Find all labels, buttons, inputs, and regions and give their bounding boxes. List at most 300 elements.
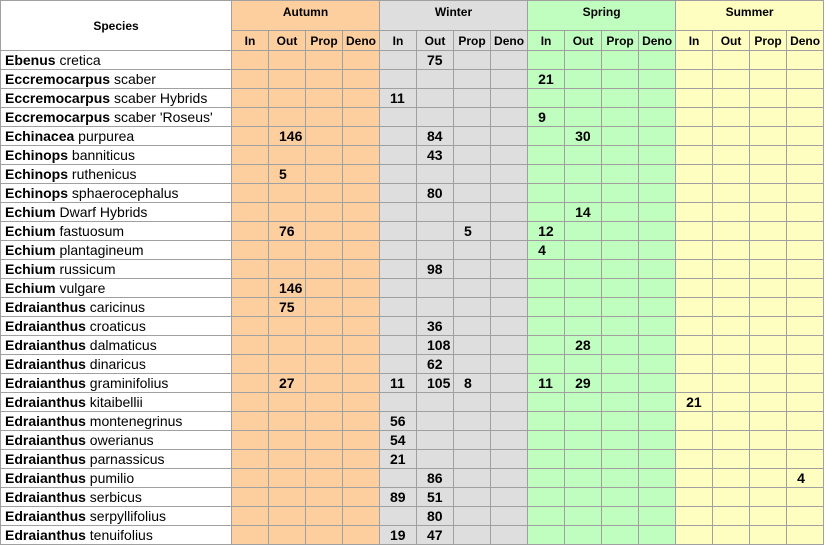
count-cell-winter-in xyxy=(380,184,417,203)
count-cell-summer-out xyxy=(713,488,750,507)
count-cell-summer-deno xyxy=(787,374,824,393)
count-cell-autumn-out xyxy=(269,488,306,507)
count-cell-winter-deno xyxy=(491,450,528,469)
count-cell-winter-in xyxy=(380,260,417,279)
count-cell-autumn-prop xyxy=(306,260,343,279)
count-cell-winter-deno xyxy=(491,127,528,146)
count-cell-autumn-deno xyxy=(343,450,380,469)
species-epithet: dinaricus xyxy=(85,356,146,372)
count-cell-summer-out xyxy=(713,260,750,279)
count-cell-spring-deno xyxy=(639,317,676,336)
count-cell-autumn-deno xyxy=(343,298,380,317)
count-cell-winter-prop xyxy=(454,393,491,412)
count-cell-summer-in xyxy=(676,222,713,241)
species-name-cell xyxy=(1,127,232,146)
count-cell-summer-deno xyxy=(787,146,824,165)
count-cell-spring-deno xyxy=(639,184,676,203)
count-cell-spring-deno xyxy=(639,51,676,70)
count-cell-summer-deno xyxy=(787,165,824,184)
count-cell-autumn-deno xyxy=(343,146,380,165)
count-cell-spring-deno xyxy=(639,374,676,393)
count-cell-winter-out: 84 xyxy=(417,127,454,146)
count-cell-autumn-in xyxy=(232,146,269,165)
count-cell-summer-out xyxy=(713,450,750,469)
count-cell-summer-in: 21 xyxy=(676,393,713,412)
genus-name: Edraianthus xyxy=(5,432,86,448)
count-cell-autumn-in xyxy=(232,89,269,108)
count-cell-summer-deno xyxy=(787,317,824,336)
count-cell-winter-prop xyxy=(454,488,491,507)
subheader-spring-deno: Deno xyxy=(639,31,676,51)
count-cell-summer-in xyxy=(676,108,713,127)
season-header-autumn: Autumn xyxy=(232,1,380,31)
count-cell-winter-deno xyxy=(491,488,528,507)
table-row xyxy=(1,184,824,203)
species-epithet: fastuosum xyxy=(55,223,125,239)
species-epithet: tenuifolius xyxy=(85,527,153,543)
species-name-cell xyxy=(1,507,232,526)
count-cell-winter-out xyxy=(417,165,454,184)
genus-name: Eccremocarpus xyxy=(5,109,111,125)
count-cell-winter-out: 62 xyxy=(417,355,454,374)
genus-name: Eccremocarpus xyxy=(5,71,111,87)
count-cell-autumn-deno xyxy=(343,393,380,412)
count-cell-spring-in xyxy=(528,317,565,336)
count-cell-winter-in xyxy=(380,317,417,336)
count-cell-spring-in xyxy=(528,51,565,70)
table-row xyxy=(1,70,824,89)
genus-name: Edraianthus xyxy=(5,318,86,334)
count-cell-spring-in: 12 xyxy=(528,222,565,241)
count-cell-winter-deno xyxy=(491,507,528,526)
count-cell-winter-in xyxy=(380,393,417,412)
count-cell-winter-deno xyxy=(491,70,528,89)
count-cell-autumn-prop xyxy=(306,298,343,317)
count-cell-spring-in xyxy=(528,469,565,488)
count-cell-spring-in xyxy=(528,260,565,279)
count-cell-autumn-deno xyxy=(343,127,380,146)
count-cell-autumn-out xyxy=(269,355,306,374)
count-cell-summer-prop xyxy=(750,241,787,260)
count-cell-spring-prop xyxy=(602,108,639,127)
count-cell-summer-out xyxy=(713,70,750,89)
count-cell-summer-deno xyxy=(787,298,824,317)
species-name-cell xyxy=(1,431,232,450)
species-name-cell xyxy=(1,298,232,317)
season-header-winter: Winter xyxy=(380,1,528,31)
subheader-summer-out: Out xyxy=(713,31,750,51)
count-cell-autumn-prop xyxy=(306,507,343,526)
count-cell-autumn-prop xyxy=(306,412,343,431)
count-cell-winter-deno xyxy=(491,431,528,450)
table-row xyxy=(1,146,824,165)
count-cell-spring-prop xyxy=(602,412,639,431)
genus-name: Edraianthus xyxy=(5,356,86,372)
count-cell-summer-deno xyxy=(787,336,824,355)
count-cell-winter-out: 47 xyxy=(417,526,454,545)
table-row xyxy=(1,507,824,526)
count-cell-autumn-out: 146 xyxy=(269,279,306,298)
count-cell-spring-prop xyxy=(602,70,639,89)
genus-name: Edraianthus xyxy=(5,413,86,429)
count-cell-spring-in xyxy=(528,450,565,469)
count-cell-spring-in: 21 xyxy=(528,70,565,89)
species-epithet: owerianus xyxy=(85,432,154,448)
count-cell-summer-deno xyxy=(787,412,824,431)
count-cell-winter-deno xyxy=(491,336,528,355)
count-cell-summer-prop xyxy=(750,336,787,355)
count-cell-winter-in: 11 xyxy=(380,374,417,393)
count-cell-spring-out xyxy=(565,241,602,260)
count-cell-autumn-out xyxy=(269,51,306,70)
count-cell-spring-deno xyxy=(639,469,676,488)
count-cell-summer-out xyxy=(713,51,750,70)
count-cell-autumn-prop xyxy=(306,241,343,260)
species-epithet: kitaibellii xyxy=(85,394,143,410)
count-cell-autumn-in xyxy=(232,488,269,507)
count-cell-spring-in xyxy=(528,488,565,507)
count-cell-spring-out xyxy=(565,393,602,412)
count-cell-spring-prop xyxy=(602,431,639,450)
genus-name: Echium xyxy=(5,223,56,239)
count-cell-winter-prop xyxy=(454,108,491,127)
subheader-autumn-prop: Prop xyxy=(306,31,343,51)
species-epithet: plantagineum xyxy=(55,242,144,258)
count-cell-autumn-prop xyxy=(306,108,343,127)
count-cell-spring-out: 30 xyxy=(565,127,602,146)
count-cell-spring-out xyxy=(565,89,602,108)
count-cell-summer-in xyxy=(676,317,713,336)
count-cell-summer-deno xyxy=(787,222,824,241)
table-row xyxy=(1,374,824,393)
count-cell-winter-out xyxy=(417,298,454,317)
count-cell-spring-prop xyxy=(602,260,639,279)
count-cell-summer-out xyxy=(713,279,750,298)
table-row xyxy=(1,488,824,507)
count-cell-spring-in xyxy=(528,279,565,298)
count-cell-winter-out xyxy=(417,89,454,108)
table-row xyxy=(1,108,824,127)
species-name-cell xyxy=(1,336,232,355)
count-cell-spring-out: 29 xyxy=(565,374,602,393)
count-cell-autumn-prop xyxy=(306,165,343,184)
count-cell-winter-prop xyxy=(454,165,491,184)
count-cell-winter-in xyxy=(380,355,417,374)
count-cell-spring-in xyxy=(528,336,565,355)
count-cell-autumn-out: 76 xyxy=(269,222,306,241)
count-cell-winter-deno xyxy=(491,108,528,127)
count-cell-spring-out xyxy=(565,260,602,279)
genus-name: Edraianthus xyxy=(5,470,86,486)
count-cell-winter-prop xyxy=(454,355,491,374)
count-cell-winter-prop xyxy=(454,507,491,526)
count-cell-winter-in: 56 xyxy=(380,412,417,431)
species-epithet: montenegrinus xyxy=(85,413,183,429)
count-cell-winter-prop xyxy=(454,89,491,108)
count-cell-winter-prop xyxy=(454,127,491,146)
table-row xyxy=(1,127,824,146)
count-cell-spring-deno xyxy=(639,70,676,89)
count-cell-autumn-deno xyxy=(343,507,380,526)
count-cell-autumn-out: 146 xyxy=(269,127,306,146)
count-cell-autumn-out xyxy=(269,89,306,108)
count-cell-summer-prop xyxy=(750,70,787,89)
count-cell-summer-deno xyxy=(787,89,824,108)
count-cell-winter-out xyxy=(417,450,454,469)
count-cell-spring-out xyxy=(565,70,602,89)
count-cell-spring-in: 9 xyxy=(528,108,565,127)
count-cell-autumn-deno xyxy=(343,412,380,431)
count-cell-winter-deno xyxy=(491,374,528,393)
count-cell-spring-deno xyxy=(639,146,676,165)
count-cell-autumn-out xyxy=(269,203,306,222)
count-cell-winter-out: 80 xyxy=(417,184,454,203)
count-cell-spring-in xyxy=(528,89,565,108)
species-name-cell xyxy=(1,355,232,374)
count-cell-spring-in xyxy=(528,412,565,431)
subheader-spring-out: Out xyxy=(565,31,602,51)
count-cell-winter-in xyxy=(380,222,417,241)
count-cell-spring-out xyxy=(565,184,602,203)
table-row xyxy=(1,203,824,222)
count-cell-spring-deno xyxy=(639,203,676,222)
count-cell-winter-deno xyxy=(491,241,528,260)
count-cell-spring-deno xyxy=(639,89,676,108)
count-cell-spring-prop xyxy=(602,203,639,222)
count-cell-winter-deno xyxy=(491,412,528,431)
count-cell-autumn-deno xyxy=(343,260,380,279)
count-cell-winter-prop xyxy=(454,317,491,336)
count-cell-winter-in xyxy=(380,203,417,222)
count-cell-spring-prop xyxy=(602,336,639,355)
count-cell-winter-in xyxy=(380,146,417,165)
count-cell-summer-prop xyxy=(750,51,787,70)
count-cell-summer-prop xyxy=(750,431,787,450)
count-cell-summer-in xyxy=(676,469,713,488)
count-cell-spring-in xyxy=(528,203,565,222)
count-cell-winter-deno xyxy=(491,355,528,374)
count-cell-summer-in xyxy=(676,260,713,279)
count-cell-autumn-out xyxy=(269,450,306,469)
count-cell-autumn-deno xyxy=(343,279,380,298)
count-cell-winter-out: 80 xyxy=(417,507,454,526)
species-name-cell xyxy=(1,317,232,336)
species-epithet: cretica xyxy=(55,52,101,68)
count-cell-summer-prop xyxy=(750,260,787,279)
count-cell-winter-deno xyxy=(491,184,528,203)
count-cell-autumn-out: 75 xyxy=(269,298,306,317)
count-cell-spring-prop xyxy=(602,507,639,526)
count-cell-summer-prop xyxy=(750,279,787,298)
species-name-cell xyxy=(1,469,232,488)
genus-name: Echium xyxy=(5,280,56,296)
count-cell-autumn-prop xyxy=(306,355,343,374)
count-cell-autumn-out: 27 xyxy=(269,374,306,393)
count-cell-spring-in xyxy=(528,298,565,317)
count-cell-spring-deno xyxy=(639,298,676,317)
count-cell-winter-in: 54 xyxy=(380,431,417,450)
count-cell-summer-in xyxy=(676,336,713,355)
genus-name: Edraianthus xyxy=(5,508,86,524)
count-cell-summer-prop xyxy=(750,450,787,469)
count-cell-winter-in xyxy=(380,108,417,127)
count-cell-winter-in: 21 xyxy=(380,450,417,469)
count-cell-autumn-out xyxy=(269,507,306,526)
count-cell-winter-prop xyxy=(454,184,491,203)
subheader-winter-in: In xyxy=(380,31,417,51)
count-cell-autumn-deno xyxy=(343,431,380,450)
count-cell-winter-deno xyxy=(491,146,528,165)
count-cell-winter-out: 51 xyxy=(417,488,454,507)
count-cell-spring-deno xyxy=(639,507,676,526)
count-cell-spring-deno xyxy=(639,393,676,412)
count-cell-summer-prop xyxy=(750,146,787,165)
count-cell-summer-in xyxy=(676,184,713,203)
count-cell-autumn-prop xyxy=(306,469,343,488)
count-cell-autumn-prop xyxy=(306,70,343,89)
count-cell-winter-prop xyxy=(454,336,491,355)
species-epithet: banniticus xyxy=(68,147,135,163)
count-cell-summer-prop xyxy=(750,184,787,203)
count-cell-winter-in: 89 xyxy=(380,488,417,507)
count-cell-spring-in xyxy=(528,431,565,450)
count-cell-autumn-out xyxy=(269,108,306,127)
count-cell-winter-in xyxy=(380,241,417,260)
count-cell-summer-out xyxy=(713,412,750,431)
count-cell-spring-out xyxy=(565,507,602,526)
count-cell-autumn-deno xyxy=(343,108,380,127)
count-cell-winter-out: 43 xyxy=(417,146,454,165)
count-cell-autumn-in xyxy=(232,51,269,70)
count-cell-autumn-out xyxy=(269,317,306,336)
count-cell-summer-out xyxy=(713,89,750,108)
count-cell-spring-out xyxy=(565,355,602,374)
count-cell-summer-prop xyxy=(750,89,787,108)
count-cell-summer-deno xyxy=(787,260,824,279)
count-cell-autumn-deno xyxy=(343,488,380,507)
count-cell-summer-prop xyxy=(750,393,787,412)
count-cell-winter-out xyxy=(417,431,454,450)
count-cell-spring-out xyxy=(565,298,602,317)
count-cell-winter-prop xyxy=(454,70,491,89)
table-row xyxy=(1,393,824,412)
count-cell-summer-deno xyxy=(787,108,824,127)
species-epithet: serpyllifolius xyxy=(85,508,167,524)
count-cell-winter-prop xyxy=(454,203,491,222)
count-cell-autumn-in xyxy=(232,298,269,317)
count-cell-summer-prop xyxy=(750,108,787,127)
count-cell-winter-deno xyxy=(491,393,528,412)
count-cell-spring-in: 4 xyxy=(528,241,565,260)
count-cell-spring-prop xyxy=(602,393,639,412)
species-header: Species xyxy=(1,1,232,51)
genus-name: Echinops xyxy=(5,166,69,182)
count-cell-autumn-in xyxy=(232,260,269,279)
count-cell-spring-out xyxy=(565,450,602,469)
count-cell-spring-out xyxy=(565,108,602,127)
table-row xyxy=(1,431,824,450)
count-cell-summer-in xyxy=(676,146,713,165)
species-epithet: scaber xyxy=(110,71,156,87)
count-cell-winter-out xyxy=(417,108,454,127)
count-cell-winter-out xyxy=(417,412,454,431)
count-cell-summer-in xyxy=(676,279,713,298)
count-cell-winter-prop xyxy=(454,450,491,469)
count-cell-summer-deno xyxy=(787,488,824,507)
genus-name: Echium xyxy=(5,242,56,258)
count-cell-summer-prop xyxy=(750,355,787,374)
count-cell-autumn-prop xyxy=(306,184,343,203)
count-cell-summer-out xyxy=(713,355,750,374)
count-cell-autumn-in xyxy=(232,469,269,488)
genus-name: Echinops xyxy=(5,147,69,163)
count-cell-summer-prop xyxy=(750,317,787,336)
count-cell-autumn-prop xyxy=(306,317,343,336)
count-cell-winter-in xyxy=(380,298,417,317)
count-cell-winter-prop xyxy=(454,469,491,488)
count-cell-autumn-in xyxy=(232,184,269,203)
count-cell-winter-deno xyxy=(491,298,528,317)
count-cell-summer-in xyxy=(676,165,713,184)
table-row xyxy=(1,279,824,298)
count-cell-summer-prop xyxy=(750,165,787,184)
count-cell-autumn-in xyxy=(232,431,269,450)
subheader-autumn-in: In xyxy=(232,31,269,51)
count-cell-winter-out: 86 xyxy=(417,469,454,488)
species-epithet: graminifolius xyxy=(85,375,169,391)
count-cell-summer-out xyxy=(713,203,750,222)
count-cell-autumn-deno xyxy=(343,203,380,222)
species-epithet: sphaerocephalus xyxy=(68,185,179,201)
count-cell-winter-deno xyxy=(491,317,528,336)
count-cell-summer-in xyxy=(676,488,713,507)
count-cell-summer-out xyxy=(713,431,750,450)
count-cell-spring-in xyxy=(528,184,565,203)
count-cell-winter-prop xyxy=(454,241,491,260)
count-cell-winter-deno xyxy=(491,222,528,241)
count-cell-winter-in xyxy=(380,507,417,526)
count-cell-autumn-deno xyxy=(343,222,380,241)
count-cell-autumn-in xyxy=(232,108,269,127)
count-cell-autumn-deno xyxy=(343,165,380,184)
genus-name: Echinops xyxy=(5,185,69,201)
species-epithet: caricinus xyxy=(85,299,146,315)
count-cell-autumn-deno xyxy=(343,51,380,70)
count-cell-summer-out xyxy=(713,146,750,165)
count-cell-spring-out: 14 xyxy=(565,203,602,222)
species-epithet: Dwarf Hybrids xyxy=(55,204,148,220)
genus-name: Edraianthus xyxy=(5,489,86,505)
genus-name: Edraianthus xyxy=(5,299,86,315)
count-cell-autumn-in xyxy=(232,279,269,298)
count-cell-summer-out xyxy=(713,374,750,393)
count-cell-summer-out xyxy=(713,108,750,127)
count-cell-winter-out xyxy=(417,279,454,298)
count-cell-winter-deno xyxy=(491,203,528,222)
count-cell-spring-out xyxy=(565,488,602,507)
count-cell-winter-out xyxy=(417,222,454,241)
count-cell-summer-out xyxy=(713,336,750,355)
count-cell-winter-out xyxy=(417,70,454,89)
count-cell-summer-deno xyxy=(787,203,824,222)
count-cell-summer-deno xyxy=(787,51,824,70)
count-cell-winter-prop: 8 xyxy=(454,374,491,393)
count-cell-winter-deno xyxy=(491,89,528,108)
species-name-cell xyxy=(1,89,232,108)
count-cell-summer-deno xyxy=(787,431,824,450)
subheader-summer-prop: Prop xyxy=(750,31,787,51)
count-cell-autumn-deno xyxy=(343,336,380,355)
